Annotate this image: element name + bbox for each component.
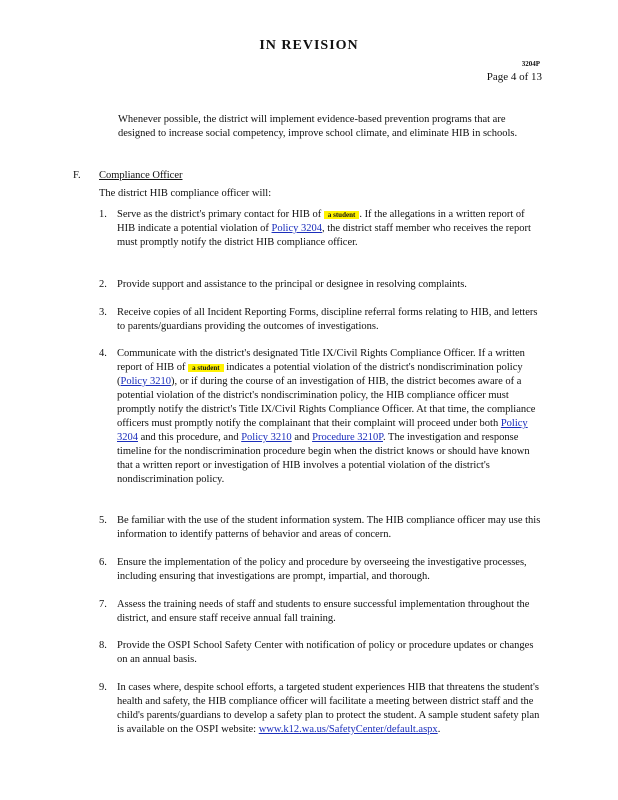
item-text: Receive copies of all Incident Reporting Forms, discipline referral forms relating to HIB, and letters to parents/guardians providing the outcomes of investigations. — [117, 307, 538, 332]
item-number: 9. — [99, 682, 107, 693]
highlight-a-student: a student — [188, 364, 223, 372]
item-number: 4. — [99, 348, 107, 359]
item-text-part: and this procedure, and — [140, 432, 239, 443]
section-lead: The district HIB compliance officer will: — [99, 188, 272, 199]
highlight-a-student: a student — [324, 211, 359, 219]
item-text: Provide the OSPI School Safety Center with notification of policy or procedure updates or changes on an annual basis. — [117, 640, 534, 665]
item-text-part: . If the allegations in a written report of HIB indicate a potential violation of — [117, 209, 525, 234]
item-text — [117, 681, 541, 737]
item-text-part: Communicate with the district's designated Title IX/Civil Rights Compliance Officer. If a written report of HIB of — [117, 348, 525, 373]
item-text-part: Serve as the district's primary contact for HIB of — [117, 209, 322, 220]
item-number: 7. — [99, 599, 107, 610]
item-text: Provide support and assistance to the principal or designee in resolving complaints. — [117, 279, 467, 290]
item-text: Assess the training needs of staff and students to ensure successful implementation throughout the district, and ensure staff receive annual fall training. — [117, 599, 530, 624]
policy-3210-link[interactable]: Policy 3210 — [120, 376, 171, 387]
item-number: 1. — [99, 209, 107, 220]
page-number: Page 4 of 13 — [486, 71, 542, 83]
policy-3204-link[interactable]: Policy 3204 — [271, 223, 323, 234]
procedure-3210p-link[interactable]: Procedure 3210P — [312, 432, 383, 443]
section-title: Compliance Officer — [99, 170, 183, 181]
policy-number: 3204P — [521, 60, 540, 68]
item-text: Ensure the implementation of the policy and procedure by overseeing the investigative processes, including ensuring that investigations are prompt, impartial, and thorough. — [117, 557, 527, 582]
item-text-part: In cases where, despite school efforts, a targeted student experiences HIB that threatens the student's health and safety, the HIB compliance officer will facilitate a meeting between district staff and the child's parents/guardians to develop a safety plan to protect the student. A sample student safety plan is available on the OSPI website: — [117, 682, 540, 735]
item-number: 2. — [99, 279, 107, 290]
item-text: Be familiar with the use of the student information system. The HIB compliance officer may use this information to identify patterns of behavior and areas of concern. — [117, 515, 541, 540]
item-text-part: . The investigation and response timeline for the nondiscrimination procedure begin when the district knows or should have known that a written report or investigation of HIB involves a potential violation of the district's nondiscrimination policy. — [117, 432, 530, 485]
policy-3204-link[interactable]: Policy 3204 — [117, 418, 528, 443]
item-text — [117, 208, 541, 250]
ospi-website-link[interactable]: www.k12.wa.us/SafetyCenter/default.aspx — [258, 724, 438, 735]
item-number: 8. — [99, 640, 107, 651]
item-text-part: and — [294, 432, 310, 443]
item-number: 6. — [99, 557, 107, 568]
policy-3210-link[interactable]: Policy 3210 — [241, 432, 292, 443]
item-text-part: indicates a potential violation of the district's nondiscrimination policy ( — [117, 362, 523, 387]
item-text-part: . — [437, 724, 441, 735]
intro-paragraph: Whenever possible, the district will implement evidence-based prevention programs that are designed to increase social competency, improve school climate, and eliminate HIB in schools. — [118, 114, 518, 139]
item-number: 5. — [99, 515, 107, 526]
item-text-part: , the district staff member who receives the report must promptly notify the district HIB compliance officer. — [117, 223, 531, 248]
item-number: 3. — [99, 307, 107, 318]
item-text — [117, 347, 541, 487]
revision-title: IN REVISION — [259, 38, 359, 53]
section-letter: F. — [73, 170, 81, 181]
item-text-part: ), or if during the course of an investigation of HIB, the district becomes aware of a potential violation of the district's nondiscrimination policy, the HIB compliance officer must promptly notify the district's Title IX/Civil Rights Compliance Officer. At that time, the compliance officers must promptly notify the complainant that their complaint will proceed under both — [117, 376, 536, 429]
